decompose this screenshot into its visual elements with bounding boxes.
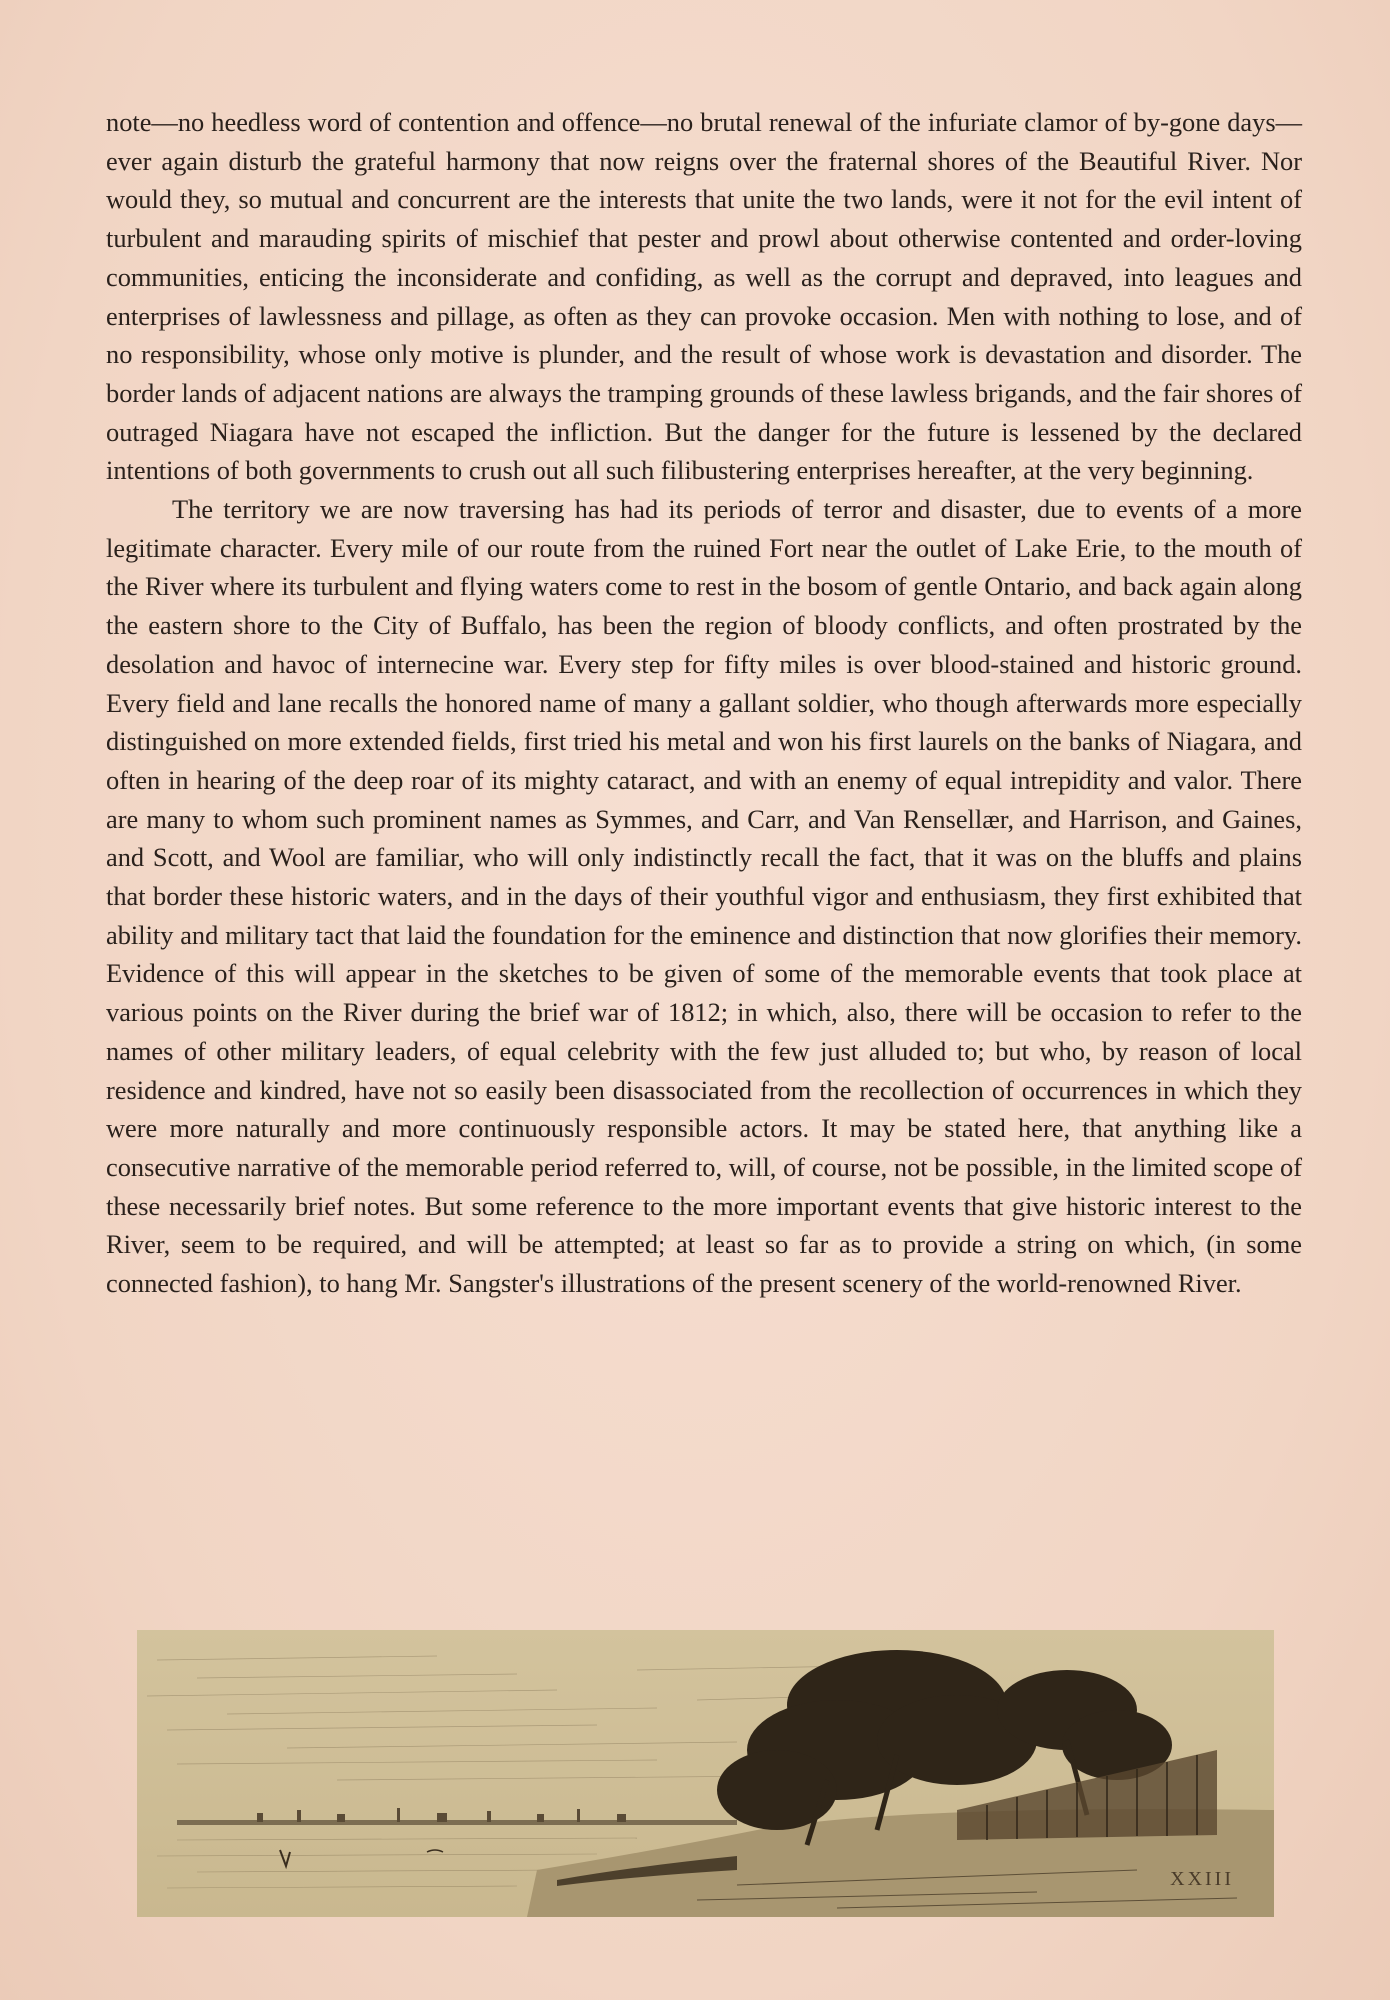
etching-artwork	[137, 1630, 1274, 1917]
landscape-etching	[137, 1630, 1274, 1917]
paragraph-1: note—no heedless word of contention and offence—no brutal renewal of the infuriate clamor of by-gone days—ever again disturb the grateful harmony that now reigns over the fraternal shores of the Beautiful River. Nor would they, so mutual and concurrent are the interests that unite the two lands, were it not for the evil intent of turbulent and marauding spirits of mischief that pester and prowl about otherwise contented and order-loving communities, enticing the inconsiderate and confiding, as well as the corrupt and depraved, into leagues and enterprises of lawlessness and pillage, as often as they can provoke occasion. Men with nothing to lose, and of no responsibility, whose only motive is plunder, and the result of whose work is devastation and disorder. The border lands of adjacent nations are always the tramping grounds of these lawless brigands, and the fair shores of outraged Niagara have not escaped the infliction. But the danger for the future is lessened by the declared intentions of both governments to crush out all such filibustering enterprises hereafter, at the very beginning.	[106, 107, 1302, 486]
body-text	[106, 103, 1302, 1303]
plate-number: XXIII	[1170, 1868, 1234, 1890]
paragraph-2: The territory we are now traversing has had its periods of terror and disaster, due to events of a more legitimate character. Every mile of our route from the ruined Fort near the outlet of Lake Erie, to the mouth of the River where its turbulent and flying waters come to rest in the bosom of gentle Ontario, and back again along the eastern shore to the City of Buffalo, has been the region of bloody conflicts, and often prostrated by the desolation and havoc of internecine war. Every step for fifty miles is over blood-stained and historic ground. Every field and lane recalls the honored name of many a gallant soldier, who though afterwards more especially distinguished on more extended fields, first tried his metal and won his first laurels on the banks of Niagara, and often in hearing of the deep roar of its mighty cataract, and with an enemy of equal intrepidity and valor. There are many to whom such prominent names as Symmes, and Carr, and Van Rensellær, and Harrison, and Gaines, and Scott, and Wool are familiar, who will only indistinctly recall the fact, that it was on the bluffs and plains that border these historic waters, and in the days of their youthful vigor and enthusiasm, they first exhibited that ability and military tact that laid the foundation for the eminence and distinction that now glorifies their memory. Evidence of this will appear in the sketches to be given of some of the memorable events that took place at various points on the River during the brief war of 1812; in which, also, there will be occasion to refer to the names of other military leaders, of equal celebrity with the few just alluded to; but who, by reason of local residence and kindred, have not so easily been disassociated from the recollection of occurrences in which they were more naturally and more continuously responsible actors. It may be stated here, that anything like a consecutive narrative of the memorable period referred to, will, of course, not be possible, in the limited scope of these necessarily brief notes. But some reference to the more important events that give historic interest to the River, seem to be required, and will be attempted; at least so far as to provide a string on which, (in some connected fashion), to hang Mr. Sangster's illustrations of the present scenery of the world-renowned River.	[106, 494, 1302, 1299]
